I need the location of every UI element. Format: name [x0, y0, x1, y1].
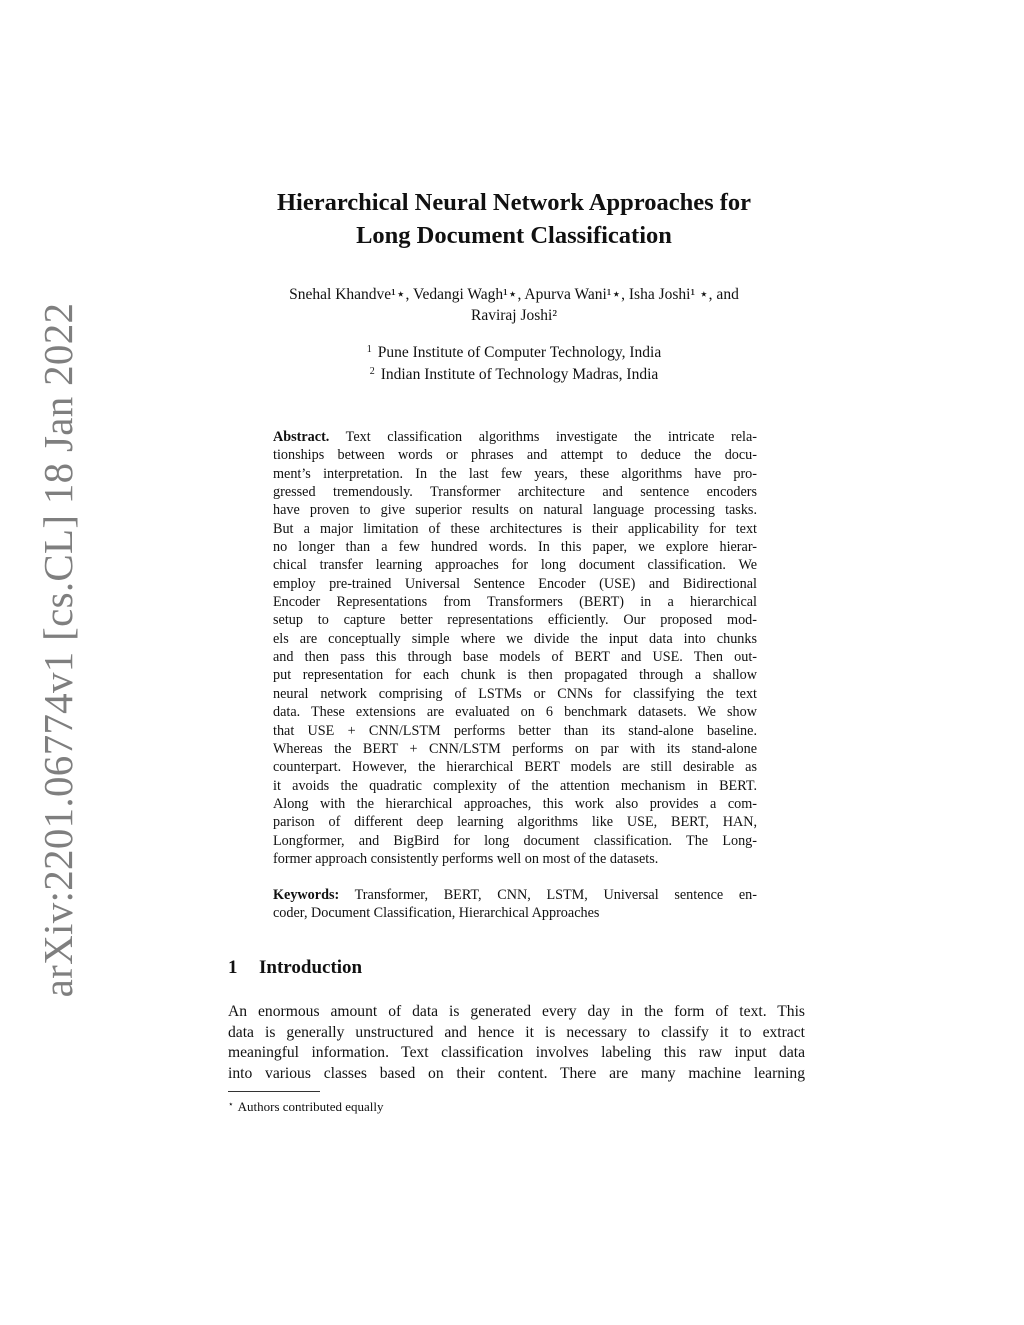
abstract-line: Whereas the BERT + CNN/LSTM performs on par with its stand-alone [273, 740, 757, 757]
keywords-line-2: coder, Document Classification, Hierarchical Approaches [273, 905, 600, 922]
abstract-line: Encoder Representations from Transformers (BERT) in a hierarchical [273, 594, 757, 611]
section-number: 1 [228, 957, 238, 978]
introduction-text [228, 1002, 805, 1085]
abstract-line: tionships between words or phrases and attempt to deduce the docu- [273, 447, 757, 464]
abstract-line: employ pre-trained Universal Sentence Encoder (USE) and Bidirectional [273, 575, 757, 592]
abstract-line: that USE + CNN/LSTM performs better than its stand-alone baseline. [273, 722, 757, 739]
intro-line: into various classes based on their content. There are many machine learning [228, 1065, 805, 1083]
abstract-line: ment’s interpretation. In the last few years, these algorithms have pro- [273, 465, 757, 482]
author-line-2: Raviraj Joshi² [470, 307, 557, 324]
abstract-text: Text classification algorithms investigate the intricate rela- [329, 429, 757, 445]
footnote-rule [228, 1091, 320, 1092]
abstract-line: have proven to give superior results on natural language processing tasks. [273, 502, 757, 519]
abstract-line: chical transfer learning approaches for long document classification. We [273, 557, 757, 574]
intro-line: meaningful information. Text classification involves labeling this raw input data [228, 1044, 805, 1062]
affiliation-2 [300, 362, 728, 384]
abstract-line: parison of different deep learning algorithms like USE, BERT, HAN, [273, 814, 757, 831]
abstract-line: Longformer, and BigBird for long document classification. The Long- [273, 832, 757, 849]
abstract-line: and then pass this through base models of BERT and USE. Then out- [273, 649, 757, 666]
footnote-mark: ⋆ [228, 1099, 234, 1109]
affiliations [300, 340, 728, 384]
intro-line: An enormous amount of data is generated every day in the form of text. This [228, 1003, 805, 1020]
abstract-line: it avoids the quadratic complexity of the attention mechanism in BERT. [273, 777, 757, 794]
keywords [273, 886, 757, 923]
abstract-line: put representation for each chunk is then propagated through a shallow [273, 667, 757, 684]
abstract-line: former approach consistently performs well on most of the datasets. [273, 850, 659, 867]
abstract-line: no longer than a few hundred words. In this paper, we explore hierar- [273, 539, 757, 556]
affiliation-1 [300, 340, 728, 362]
intro-line: data is generally unstructured and hence it is necessary to classify it to extract [228, 1023, 805, 1041]
keywords-label: Keywords: [273, 887, 340, 903]
abstract-line: neural network comprising of LSTMs or CNNs for classifying the text [273, 685, 757, 702]
affiliation-name: Indian Institute of Technology Madras, India [380, 366, 659, 383]
paper-title [214, 186, 814, 252]
section-title: Introduction [259, 957, 363, 978]
affiliation-mark: 2 [369, 366, 375, 377]
abstract-line [273, 428, 757, 446]
author-list [214, 284, 814, 326]
abstract-line: gressed tremendously. Transformer architecture and sentence encoders [273, 484, 757, 501]
author-line-1: Snehal Khandve¹⋆, Vedangi Wagh¹⋆, Apurva Wani¹⋆, Isha Joshi¹ ⋆, and [289, 286, 739, 303]
title-line-2: Long Document Classification [356, 222, 672, 249]
abstract-line: Along with the hierarchical approaches, this work also provides a com- [273, 795, 757, 812]
title-line-1: Hierarchical Neural Network Approaches for [276, 189, 752, 216]
affiliation-mark: 1 [366, 344, 372, 355]
arxiv-identifier-stamp: arXiv:2201.06774v1 [cs.CL] 18 Jan 2022 [35, 302, 81, 998]
keywords-text: Transformer, BERT, CNN, LSTM, Universal sentence en- [339, 887, 757, 903]
keywords-line-1 [273, 886, 757, 904]
abstract-line: But a major limitation of these architectures is their applicability for text [273, 520, 757, 537]
footnote-text: Authors contributed equally [237, 1099, 384, 1114]
abstract-label: Abstract. [273, 429, 330, 445]
abstract-line: counterpart. However, the hierarchical BERT models are still desirable as [273, 759, 757, 776]
abstract-line: data. These extensions are evaluated on 6 benchmark datasets. We show [273, 704, 757, 721]
section-heading [228, 957, 362, 979]
affiliation-name: Pune Institute of Computer Technology, India [377, 344, 662, 361]
abstract-line: setup to capture better representations efficiently. Our proposed mod- [273, 612, 757, 629]
abstract [273, 428, 757, 868]
footnote [228, 1096, 384, 1115]
abstract-line: els are conceptually simple where we divide the input data into chunks [273, 630, 757, 647]
